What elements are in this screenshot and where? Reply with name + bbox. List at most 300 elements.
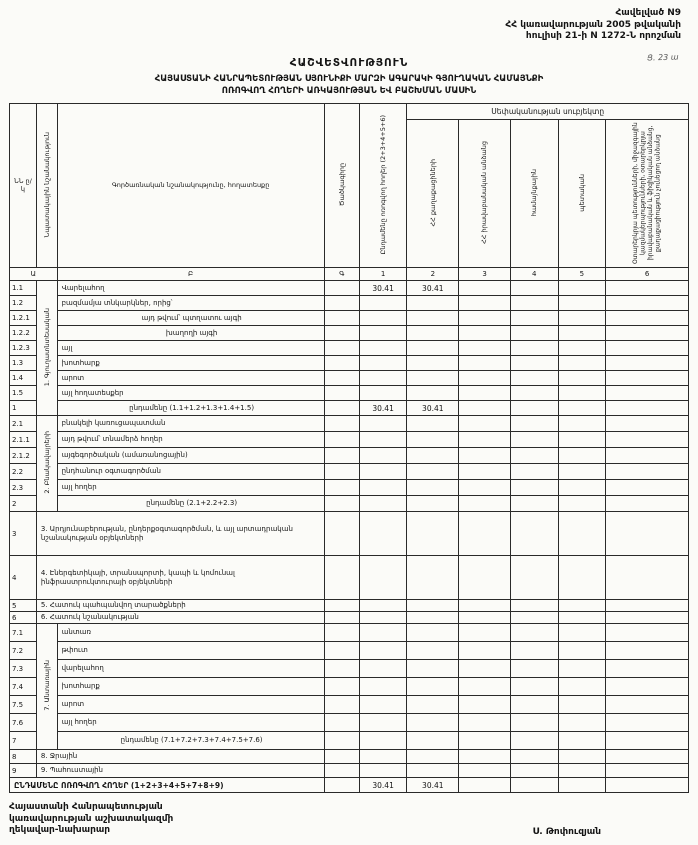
table-row (10, 296, 689, 311)
table-row (10, 311, 689, 326)
table-row (10, 480, 689, 496)
row-number: 7.6 (10, 714, 37, 732)
cell-code (324, 496, 359, 512)
row-label: խոտհարք (57, 356, 324, 371)
row-label: 5. Հատուկ պահպանվող տարածքների (36, 600, 324, 612)
col-header-foreign-text: Օտարերկրյա պետությունների, միջազգային կազմակերպությունների, օտարերկրյա իրավաբանական և ֆիզիկական անձանց, քաղաքացիություն չունեցող անձանց (632, 121, 662, 264)
cell-c3 (459, 448, 511, 464)
cell-code (324, 750, 359, 764)
row-number: 1.2 (10, 296, 37, 311)
cell-c1 (359, 432, 407, 448)
title-row (9, 51, 689, 70)
cell-c5 (558, 448, 606, 464)
cell-c3 (459, 281, 511, 296)
cell-c5 (558, 371, 606, 386)
cell-c5 (558, 750, 606, 764)
category-label (36, 624, 57, 750)
cell-c5 (558, 416, 606, 432)
row-label: արոտ (57, 371, 324, 386)
cell-c5 (558, 778, 606, 793)
cell-c6 (606, 612, 689, 624)
cell-c4 (510, 448, 558, 464)
cell-c1 (359, 464, 407, 480)
cell-c1 (359, 642, 407, 660)
cell-c3 (459, 432, 511, 448)
column-letter-row (10, 268, 689, 281)
cell-c1 (359, 600, 407, 612)
cell-c2 (407, 612, 459, 624)
signature-name: Ս. Թոփուզյան (532, 827, 601, 837)
cell-c6 (606, 432, 689, 448)
row-label: այլ հողեր (57, 714, 324, 732)
cell-code (324, 624, 359, 642)
cell-c5 (558, 401, 606, 416)
cell-c3 (459, 660, 511, 678)
cell-c4 (510, 696, 558, 714)
row-number: 5 (10, 600, 37, 612)
cell-c3 (459, 464, 511, 480)
cell-c3 (459, 750, 511, 764)
cell-code (324, 371, 359, 386)
cell-c4 (510, 480, 558, 496)
cell-code (324, 764, 359, 778)
row-label: այդ թվում՝ պտղատու այգի (57, 311, 324, 326)
cell-c3 (459, 401, 511, 416)
cell-c1 (359, 448, 407, 464)
row-number: 1.2.3 (10, 341, 37, 356)
cell-c5 (558, 281, 606, 296)
cell-c4 (510, 732, 558, 750)
cell-c1 (359, 341, 407, 356)
cell-c4 (510, 326, 558, 341)
cell-code (324, 696, 359, 714)
row-number: 1.4 (10, 371, 37, 386)
cell-c4 (510, 512, 558, 556)
table-row (10, 556, 689, 600)
row-number: 1 (10, 401, 37, 416)
cell-c5 (558, 432, 606, 448)
cell-c5 (558, 696, 606, 714)
cell-code (324, 311, 359, 326)
cell-c6 (606, 281, 689, 296)
cell-code (324, 464, 359, 480)
table-row (10, 371, 689, 386)
cell-c2 (407, 326, 459, 341)
cell-c2 (407, 341, 459, 356)
col-header-ownership-group: Սեփականության սուբյեկտը (407, 104, 689, 120)
cell-c3 (459, 556, 511, 600)
cell-c4 (510, 624, 558, 642)
cell-c2 (407, 764, 459, 778)
cell-c3 (459, 341, 511, 356)
cell-c1: 30.41 (359, 401, 407, 416)
cell-c4 (510, 416, 558, 432)
page-subtitle (9, 74, 689, 97)
cell-code (324, 732, 359, 750)
cell-c2 (407, 660, 459, 678)
cell-c3 (459, 642, 511, 660)
cell-c2 (407, 480, 459, 496)
table-row (10, 448, 689, 464)
row-number: 4 (10, 556, 37, 600)
table-row (10, 732, 689, 750)
cell-c2 (407, 496, 459, 512)
cell-c5 (558, 678, 606, 696)
cell-c3 (459, 356, 511, 371)
row-label: ընդհանուր օգտագործման (57, 464, 324, 480)
appendix-header (9, 8, 689, 43)
cell-c2 (407, 714, 459, 732)
cell-c1 (359, 696, 407, 714)
row-label: անտառ (57, 624, 324, 642)
row-label: արոտ (57, 696, 324, 714)
cell-c6 (606, 660, 689, 678)
cell-c5 (558, 600, 606, 612)
cell-c6 (606, 556, 689, 600)
cell-c2: 30.41 (407, 401, 459, 416)
cell-c1 (359, 371, 407, 386)
cell-c4 (510, 311, 558, 326)
appendix-line: հուլիսի 21-ի N 1272-Ն որոշման (525, 31, 681, 42)
col-header-community-text: համայնքային (530, 168, 539, 217)
row-number: 7.3 (10, 660, 37, 678)
cell-c2 (407, 386, 459, 401)
cell-c1 (359, 311, 407, 326)
cell-c3 (459, 732, 511, 750)
col-header-total (359, 104, 407, 268)
report-table-body (10, 281, 689, 793)
cell-c3 (459, 416, 511, 432)
cell-c4 (510, 660, 558, 678)
category-label (36, 416, 57, 512)
cell-c5 (558, 464, 606, 480)
cell-c6 (606, 356, 689, 371)
col-header-code-text: Ծածկագիրը (337, 162, 346, 207)
table-row (10, 341, 689, 356)
cell-c6 (606, 642, 689, 660)
cell-c1 (359, 386, 407, 401)
table-row (10, 356, 689, 371)
cell-c4 (510, 612, 558, 624)
col-header-functional: Գործառնական նշանակությունը, հողատեսքը (57, 104, 324, 268)
cell-c5 (558, 341, 606, 356)
cell-code (324, 401, 359, 416)
table-row (10, 386, 689, 401)
cell-c5 (558, 296, 606, 311)
row-label: այդ թվում՝ տնամերձ հողեր (57, 432, 324, 448)
row-number: 8 (10, 750, 37, 764)
table-row (10, 281, 689, 296)
cell-c3 (459, 764, 511, 778)
cell-code (324, 432, 359, 448)
col-header-state-text: պետական (577, 173, 586, 212)
cell-c1: 30.41 (359, 778, 407, 793)
row-label: այլ հողեր (57, 480, 324, 496)
handwritten-note: Ց. 23 ա (647, 52, 680, 63)
table-row (10, 512, 689, 556)
row-label: 8. Ջրային (36, 750, 324, 764)
row-label: այլ (57, 341, 324, 356)
cell-code (324, 660, 359, 678)
cell-c1 (359, 764, 407, 778)
cell-c5 (558, 556, 606, 600)
row-label: այգեգործական (ամառանոցային) (57, 448, 324, 464)
cell-c4 (510, 341, 558, 356)
cell-c2 (407, 371, 459, 386)
row-label: ընդամենը (1.1+1.2+1.3+1.4+1.5) (57, 401, 324, 416)
cell-code (324, 556, 359, 600)
signer-title-line: ղեկավար-նախարար (9, 825, 111, 836)
cell-c1 (359, 296, 407, 311)
cell-code (324, 416, 359, 432)
cell-c2 (407, 416, 459, 432)
cell-c2 (407, 624, 459, 642)
row-number: 7.2 (10, 642, 37, 660)
letter-cell: 3 (459, 268, 511, 281)
col-header-foreign (606, 120, 689, 268)
cell-c6 (606, 678, 689, 696)
letter-cell: 4 (510, 268, 558, 281)
cell-c3 (459, 496, 511, 512)
col-header-purpose (36, 104, 57, 268)
cell-c5 (558, 764, 606, 778)
category-label-text: 7. Անտառային (42, 660, 51, 711)
cell-c5 (558, 512, 606, 556)
cell-c3 (459, 678, 511, 696)
cell-c1 (359, 356, 407, 371)
col-header-code (324, 104, 359, 268)
cell-c5 (558, 326, 606, 341)
report-table (9, 103, 689, 793)
cell-c2 (407, 750, 459, 764)
cell-c2 (407, 464, 459, 480)
row-number: 2.3 (10, 480, 37, 496)
cell-c3 (459, 386, 511, 401)
cell-c1: 30.41 (359, 281, 407, 296)
cell-c5 (558, 624, 606, 642)
cell-c6 (606, 496, 689, 512)
cell-code (324, 296, 359, 311)
col-header-citizens-text: ՀՀ քաղաքացիների (428, 158, 437, 227)
col-header-state (558, 120, 606, 268)
cell-code (324, 480, 359, 496)
cell-c4 (510, 778, 558, 793)
signer-title-line: Հայաստանի Հանրապետության (9, 801, 163, 812)
cell-c4 (510, 401, 558, 416)
cell-c2 (407, 432, 459, 448)
cell-code (324, 642, 359, 660)
letter-cell: 2 (407, 268, 459, 281)
grand-total-label: ԸՆԴԱՄԵՆԸ ՈՌՈԳՎՈՂ ՀՈՂԵՐ (1+2+3+4+5+7+8+9) (10, 778, 325, 793)
row-label: Վարելահող (57, 281, 324, 296)
cell-c6 (606, 296, 689, 311)
table-row (10, 678, 689, 696)
cell-c6 (606, 386, 689, 401)
category-label-text: 1. Գյուղատնտեսական (42, 307, 51, 387)
cell-c6 (606, 714, 689, 732)
grand-total-row (10, 778, 689, 793)
cell-c6 (606, 732, 689, 750)
cell-code (324, 600, 359, 612)
cell-c5 (558, 311, 606, 326)
row-label: 4. Էներգետիկայի, տրանսպորտի, կապի և կոմունալ ինֆրաստրուկտուրայի օբյեկտների (36, 556, 324, 600)
row-label: ընդամենը (7.1+7.2+7.3+7.4+7.5+7.6) (57, 732, 324, 750)
cell-c3 (459, 624, 511, 642)
cell-c4 (510, 356, 558, 371)
cell-c2 (407, 642, 459, 660)
cell-c1 (359, 732, 407, 750)
cell-c5 (558, 642, 606, 660)
row-label: թփուտ (57, 642, 324, 660)
row-label: խոտհարք (57, 678, 324, 696)
row-number: 9 (10, 764, 37, 778)
cell-c4 (510, 432, 558, 448)
table-header (10, 104, 689, 281)
row-number: 1.5 (10, 386, 37, 401)
cell-c1 (359, 480, 407, 496)
table-row (10, 326, 689, 341)
cell-c1 (359, 416, 407, 432)
letter-cell: 6 (606, 268, 689, 281)
row-number: 2.1.2 (10, 448, 37, 464)
cell-c1 (359, 556, 407, 600)
cell-c4 (510, 764, 558, 778)
col-header-legal-entities (459, 120, 511, 268)
cell-c6 (606, 750, 689, 764)
cell-c1 (359, 714, 407, 732)
cell-c4 (510, 678, 558, 696)
cell-c2 (407, 448, 459, 464)
cell-c4 (510, 642, 558, 660)
row-number: 2.1.1 (10, 432, 37, 448)
cell-code (324, 341, 359, 356)
cell-c4 (510, 386, 558, 401)
cell-c6 (606, 341, 689, 356)
cell-c1 (359, 326, 407, 341)
cell-c2 (407, 600, 459, 612)
table-row (10, 642, 689, 660)
subtitle-line: ՈՌՈԳՎՈՂ ՀՈՂԵՐԻ ԱՌԿԱՅՈՒԹՅԱՆ ԵՎ ԲԱՇԽՄԱՆ ՄԱՍԻՆ (221, 85, 477, 96)
cell-c2 (407, 311, 459, 326)
row-number: 2 (10, 496, 37, 512)
cell-c4 (510, 600, 558, 612)
cell-c5 (558, 732, 606, 750)
row-label: 6. Հատուկ նշանակության (36, 612, 324, 624)
table-row (10, 624, 689, 642)
row-number: 6 (10, 612, 37, 624)
cell-c2 (407, 696, 459, 714)
row-label: այլ հողատեսքեր (57, 386, 324, 401)
letter-cell: Բ (57, 268, 324, 281)
col-header-legal-entities-text: ՀՀ իրավաբանական անձանց (480, 141, 489, 244)
table-row (10, 401, 689, 416)
row-number: 7.5 (10, 696, 37, 714)
cell-c4 (510, 496, 558, 512)
cell-c6 (606, 696, 689, 714)
cell-c2 (407, 296, 459, 311)
letter-cell: Ա (10, 268, 58, 281)
cell-c1 (359, 496, 407, 512)
cell-c6 (606, 624, 689, 642)
cell-c3 (459, 696, 511, 714)
row-number: 1.1 (10, 281, 37, 296)
row-number: 1.2.1 (10, 311, 37, 326)
table-row (10, 416, 689, 432)
row-label: 3. Արդյունաբերության, ընդերքօգտագործման, և այլ արտադրական նշանակության օբյեկտների (36, 512, 324, 556)
cell-c3 (459, 512, 511, 556)
cell-c3 (459, 311, 511, 326)
table-row (10, 432, 689, 448)
row-label: 9. Պահուստային (36, 764, 324, 778)
cell-c6 (606, 401, 689, 416)
cell-c3 (459, 600, 511, 612)
cell-c6 (606, 512, 689, 556)
cell-code (324, 714, 359, 732)
cell-c2 (407, 356, 459, 371)
cell-c6 (606, 448, 689, 464)
cell-c6 (606, 311, 689, 326)
row-label: վարելահող (57, 660, 324, 678)
category-label (36, 281, 57, 416)
cell-c6 (606, 326, 689, 341)
cell-c3 (459, 480, 511, 496)
cell-c4 (510, 371, 558, 386)
table-row (10, 612, 689, 624)
cell-c2 (407, 678, 459, 696)
cell-c6 (606, 764, 689, 778)
cell-code (324, 778, 359, 793)
row-label: բնակելի կառուցապատման (57, 416, 324, 432)
row-number: 7.1 (10, 624, 37, 642)
row-label: խաղողի այգի (57, 326, 324, 341)
cell-c4 (510, 464, 558, 480)
cell-code (324, 386, 359, 401)
appendix-line: ՀՀ կառավարության 2005 թվականի (505, 19, 681, 30)
row-label: բազմամյա տնկարկներ, որից՝ (57, 296, 324, 311)
cell-c5 (558, 660, 606, 678)
letter-cell: 1 (359, 268, 407, 281)
cell-c2: 30.41 (407, 281, 459, 296)
cell-c3 (459, 612, 511, 624)
table-row (10, 750, 689, 764)
cell-c4 (510, 750, 558, 764)
cell-c3 (459, 326, 511, 341)
cell-c5 (558, 612, 606, 624)
row-number: 1.2.2 (10, 326, 37, 341)
cell-c6 (606, 480, 689, 496)
table-row (10, 714, 689, 732)
cell-code (324, 448, 359, 464)
cell-c1 (359, 660, 407, 678)
row-number: 2.2 (10, 464, 37, 480)
table-row (10, 660, 689, 678)
cell-code (324, 356, 359, 371)
cell-code (324, 512, 359, 556)
cell-c4 (510, 296, 558, 311)
cell-c5 (558, 496, 606, 512)
subtitle-line: ՀԱՅԱՍՏԱՆԻ ՀԱՆՐԱՊԵՏՈՒԹՅԱՆ ՍՅՈՒՆԻՔԻ ՄԱՐԶԻ ԱԳԱՐԱԿԻ ԳՅՈՒՂԱԿԱՆ ՀԱՄԱՅՆՔԻ (154, 74, 544, 85)
cell-c3 (459, 371, 511, 386)
col-header-total-text: Ընդամենը ոռոգվող հողեր (2+3+4+5+6) (379, 114, 388, 255)
page-title: ՀԱՇՎԵՏՎՈՒԹՅՈՒՆ (289, 57, 409, 70)
col-header-number: ՆՆ ը/կ (10, 104, 37, 268)
letter-cell: Գ (324, 268, 359, 281)
table-row (10, 764, 689, 778)
appendix-line: Հավելված N9 (615, 8, 681, 18)
cell-c1 (359, 750, 407, 764)
row-number: 2.1 (10, 416, 37, 432)
cell-c6 (606, 778, 689, 793)
